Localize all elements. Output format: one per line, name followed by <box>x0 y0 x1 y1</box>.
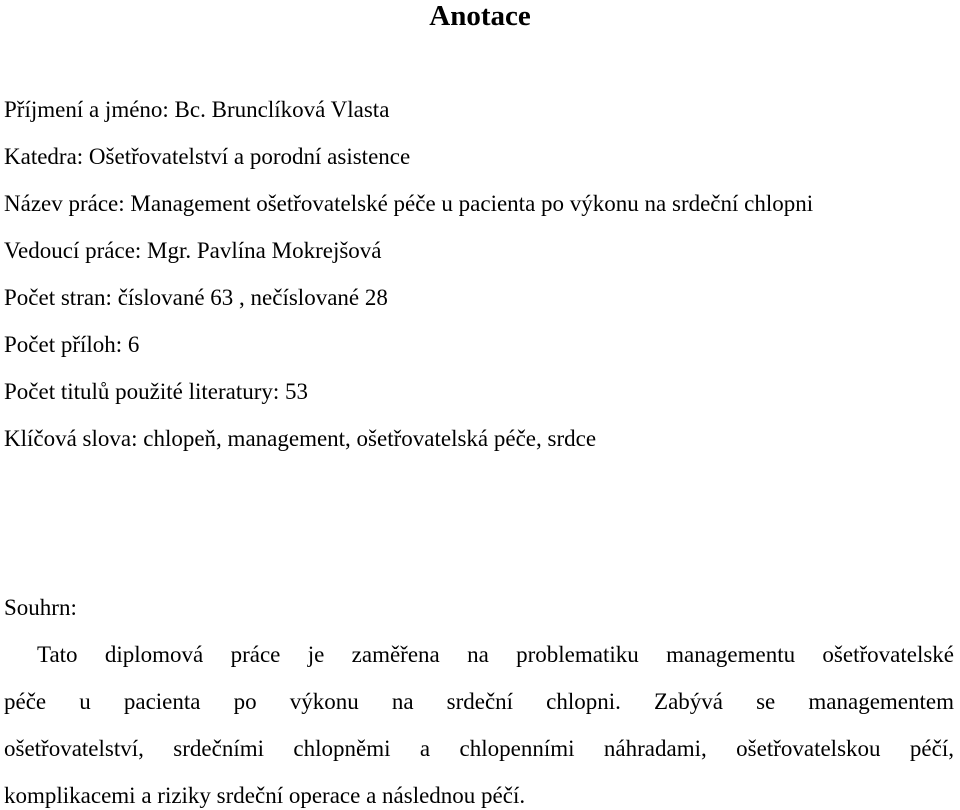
summary-label: Souhrn: <box>4 595 77 620</box>
thesis-title: Název práce: Management ošetřovatelské péče u pacienta po výkonu na srdeční chlopni <box>4 191 814 216</box>
literature-count: Počet titulů použité literatury: 53 <box>4 379 309 404</box>
keywords: Klíčová slova: chlopeň, management, ošetřovatelská péče, srdce <box>4 426 597 451</box>
summary-line: komplikacemi a riziky srdeční operace a následnou péčí. <box>4 783 526 808</box>
department: Katedra: Ošetřovatelství a porodní asistence <box>4 144 411 169</box>
page-title: Anotace <box>429 0 531 32</box>
page-count: Počet stran: číslované 63 , nečíslované 28 <box>4 285 388 310</box>
author-name: Příjmení a jméno: Bc. Brunclíková Vlasta <box>4 97 390 122</box>
summary-line: Tato diplomová práce je zaměřena na problematiku managementu ošetřovatelské <box>37 642 954 667</box>
attachment-count: Počet příloh: 6 <box>4 332 140 357</box>
summary-line: péče u pacienta po výkonu na srdeční chlopni. Zabývá se managementem <box>4 689 954 714</box>
supervisor: Vedoucí práce: Mgr. Pavlína Mokrejšová <box>4 238 382 263</box>
summary-line: ošetřovatelství, srdečními chlopněmi a chlopenními náhradami, ošetřovatelskou péčí, <box>4 736 954 761</box>
